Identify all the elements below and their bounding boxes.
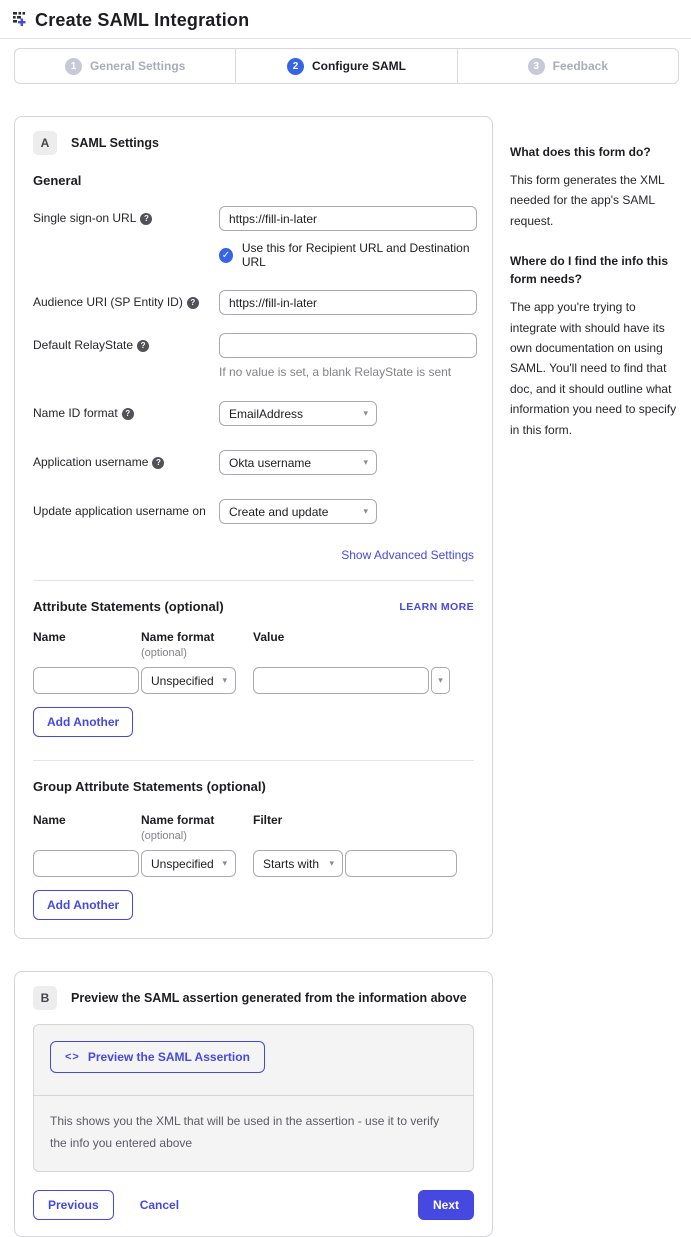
- add-another-attribute-button[interactable]: Add Another: [33, 707, 133, 737]
- chevron-down-icon: ▾: [363, 506, 368, 516]
- update-username-select[interactable]: [219, 499, 377, 524]
- recipient-url-checkbox[interactable]: [219, 248, 233, 263]
- col-format-optional: (optional): [141, 647, 187, 659]
- group-attribute-columns: [33, 813, 474, 842]
- group-attr-filter-select[interactable]: [253, 850, 343, 877]
- help-icon[interactable]: ?: [137, 340, 149, 352]
- help-icon[interactable]: ?: [187, 297, 199, 309]
- saml-settings-title: SAML Settings: [71, 136, 159, 150]
- group-attr-filter-value: Starts with: [263, 856, 320, 871]
- attr-format-value: Unspecified: [151, 673, 214, 688]
- wizard-steps: [14, 48, 679, 84]
- sidebar-answer-2: The app you're trying to integrate with should have its own documentation on using SAML. You'll need to find that doc, and it should outline what information you need to specify in this form.: [510, 300, 677, 437]
- chevron-down-icon: ▾: [363, 457, 368, 467]
- relaystate-row: [33, 333, 474, 379]
- group-attr-format-value: Unspecified: [151, 856, 214, 871]
- name-id-format-label: Name ID format ?: [33, 401, 219, 426]
- chevron-down-icon: ▾: [222, 858, 227, 868]
- preview-saml-assertion-button[interactable]: <> Preview the SAML Assertion: [50, 1041, 265, 1073]
- col-value-header: Value: [253, 630, 285, 644]
- group-attr-format-select[interactable]: [141, 850, 236, 877]
- chevron-down-icon: ▾: [363, 408, 368, 418]
- section-divider: [33, 760, 474, 761]
- sidebar-question-2: Where do I find the info this form needs?: [510, 254, 668, 287]
- header-divider: [0, 38, 691, 39]
- app-username-select[interactable]: [219, 450, 377, 475]
- step-number-badge: 1: [65, 58, 82, 75]
- help-icon[interactable]: ?: [152, 457, 164, 469]
- show-advanced-settings-link[interactable]: Show Advanced Settings: [341, 548, 474, 562]
- audience-uri-label: Audience URI (SP Entity ID) ?: [33, 290, 219, 315]
- app-username-label: Application username ?: [33, 450, 219, 475]
- attr-name-input[interactable]: [33, 667, 139, 694]
- cancel-link[interactable]: Cancel: [139, 1198, 180, 1213]
- help-sidebar: [510, 116, 682, 461]
- step-configure-saml[interactable]: [235, 49, 456, 83]
- group-attribute-statements-heading: Group Attribute Statements (optional): [33, 779, 266, 794]
- preview-box: [33, 1024, 474, 1172]
- sso-url-row: [33, 206, 474, 269]
- wizard-footer: [33, 1190, 474, 1220]
- audience-uri-row: [33, 290, 474, 315]
- step-number-badge: 3: [528, 58, 545, 75]
- name-id-format-row: [33, 401, 474, 426]
- sso-url-label: Single sign-on URL ?: [33, 206, 219, 269]
- attr-value-dropdown-button[interactable]: [431, 667, 450, 694]
- app-username-value: Okta username: [229, 455, 312, 470]
- section-a-badge: A: [33, 131, 57, 155]
- help-icon[interactable]: ?: [140, 213, 152, 225]
- attr-value-input[interactable]: [253, 667, 429, 694]
- chevron-down-icon: ▾: [438, 675, 443, 685]
- attr-format-select[interactable]: [141, 667, 236, 694]
- preview-assertion-panel: [14, 971, 493, 1237]
- check-icon: ✓: [221, 249, 231, 261]
- group-attribute-statement-row: [33, 850, 474, 877]
- sidebar-question-1: What does this form do?: [510, 145, 651, 159]
- group-attr-name-input[interactable]: [33, 850, 139, 877]
- step-label: Configure SAML: [311, 59, 406, 73]
- relaystate-input[interactable]: [219, 333, 477, 358]
- update-username-value: Create and update: [229, 504, 329, 519]
- group-attr-filter-input[interactable]: [345, 850, 457, 877]
- general-heading: General: [33, 173, 82, 188]
- next-button[interactable]: Next: [418, 1190, 474, 1220]
- attribute-statement-row: [33, 667, 474, 694]
- chevron-down-icon: ▾: [329, 858, 334, 868]
- col-format-optional: (optional): [141, 830, 187, 842]
- update-username-row: [33, 499, 474, 524]
- step-number-badge: 2: [287, 58, 304, 75]
- preview-panel-title: Preview the SAML assertion generated from the information above: [71, 991, 467, 1005]
- step-label: General Settings: [89, 59, 186, 73]
- preview-description: This shows you the XML that will be used in the assertion - use it to verify the info you entered above: [50, 1114, 440, 1150]
- step-label: Feedback: [552, 59, 608, 73]
- col-format-header: Name format (optional): [141, 813, 253, 842]
- section-divider: [33, 580, 474, 581]
- name-id-format-select[interactable]: [219, 401, 377, 426]
- attribute-statements-heading: Attribute Statements (optional): [33, 599, 224, 614]
- attribute-columns: [33, 630, 474, 659]
- relaystate-label: Default RelayState ?: [33, 333, 219, 379]
- step-feedback[interactable]: [457, 49, 678, 83]
- recipient-url-checkbox-label: Use this for Recipient URL and Destination URL: [241, 241, 470, 269]
- col-filter-header: Filter: [253, 813, 283, 827]
- sso-url-input[interactable]: [219, 206, 477, 231]
- col-name-header: Name: [33, 630, 66, 644]
- add-app-icon: [12, 9, 31, 31]
- section-b-badge: B: [33, 986, 57, 1010]
- relaystate-hint: If no value is set, a blank RelayState is sent: [219, 365, 452, 379]
- chevron-down-icon: ▾: [222, 675, 227, 685]
- step-general-settings[interactable]: [15, 49, 235, 83]
- col-name-header: Name: [33, 813, 66, 827]
- col-format-header: Name format (optional): [141, 630, 253, 659]
- add-another-group-attribute-button[interactable]: Add Another: [33, 890, 133, 920]
- help-icon[interactable]: ?: [122, 408, 134, 420]
- code-icon: <>: [65, 1051, 80, 1063]
- sidebar-answer-1: This form generates the XML needed for the app's SAML request.: [510, 173, 665, 228]
- saml-settings-panel: [14, 116, 493, 939]
- update-username-label: Update application username on: [33, 504, 206, 518]
- audience-uri-input[interactable]: [219, 290, 477, 315]
- learn-more-link[interactable]: LEARN MORE: [399, 600, 474, 613]
- app-username-row: [33, 450, 474, 475]
- page-header: [0, 0, 691, 38]
- name-id-format-value: EmailAddress: [229, 406, 304, 421]
- page-title: Create SAML Integration: [35, 9, 250, 30]
- previous-button[interactable]: Previous: [33, 1190, 114, 1220]
